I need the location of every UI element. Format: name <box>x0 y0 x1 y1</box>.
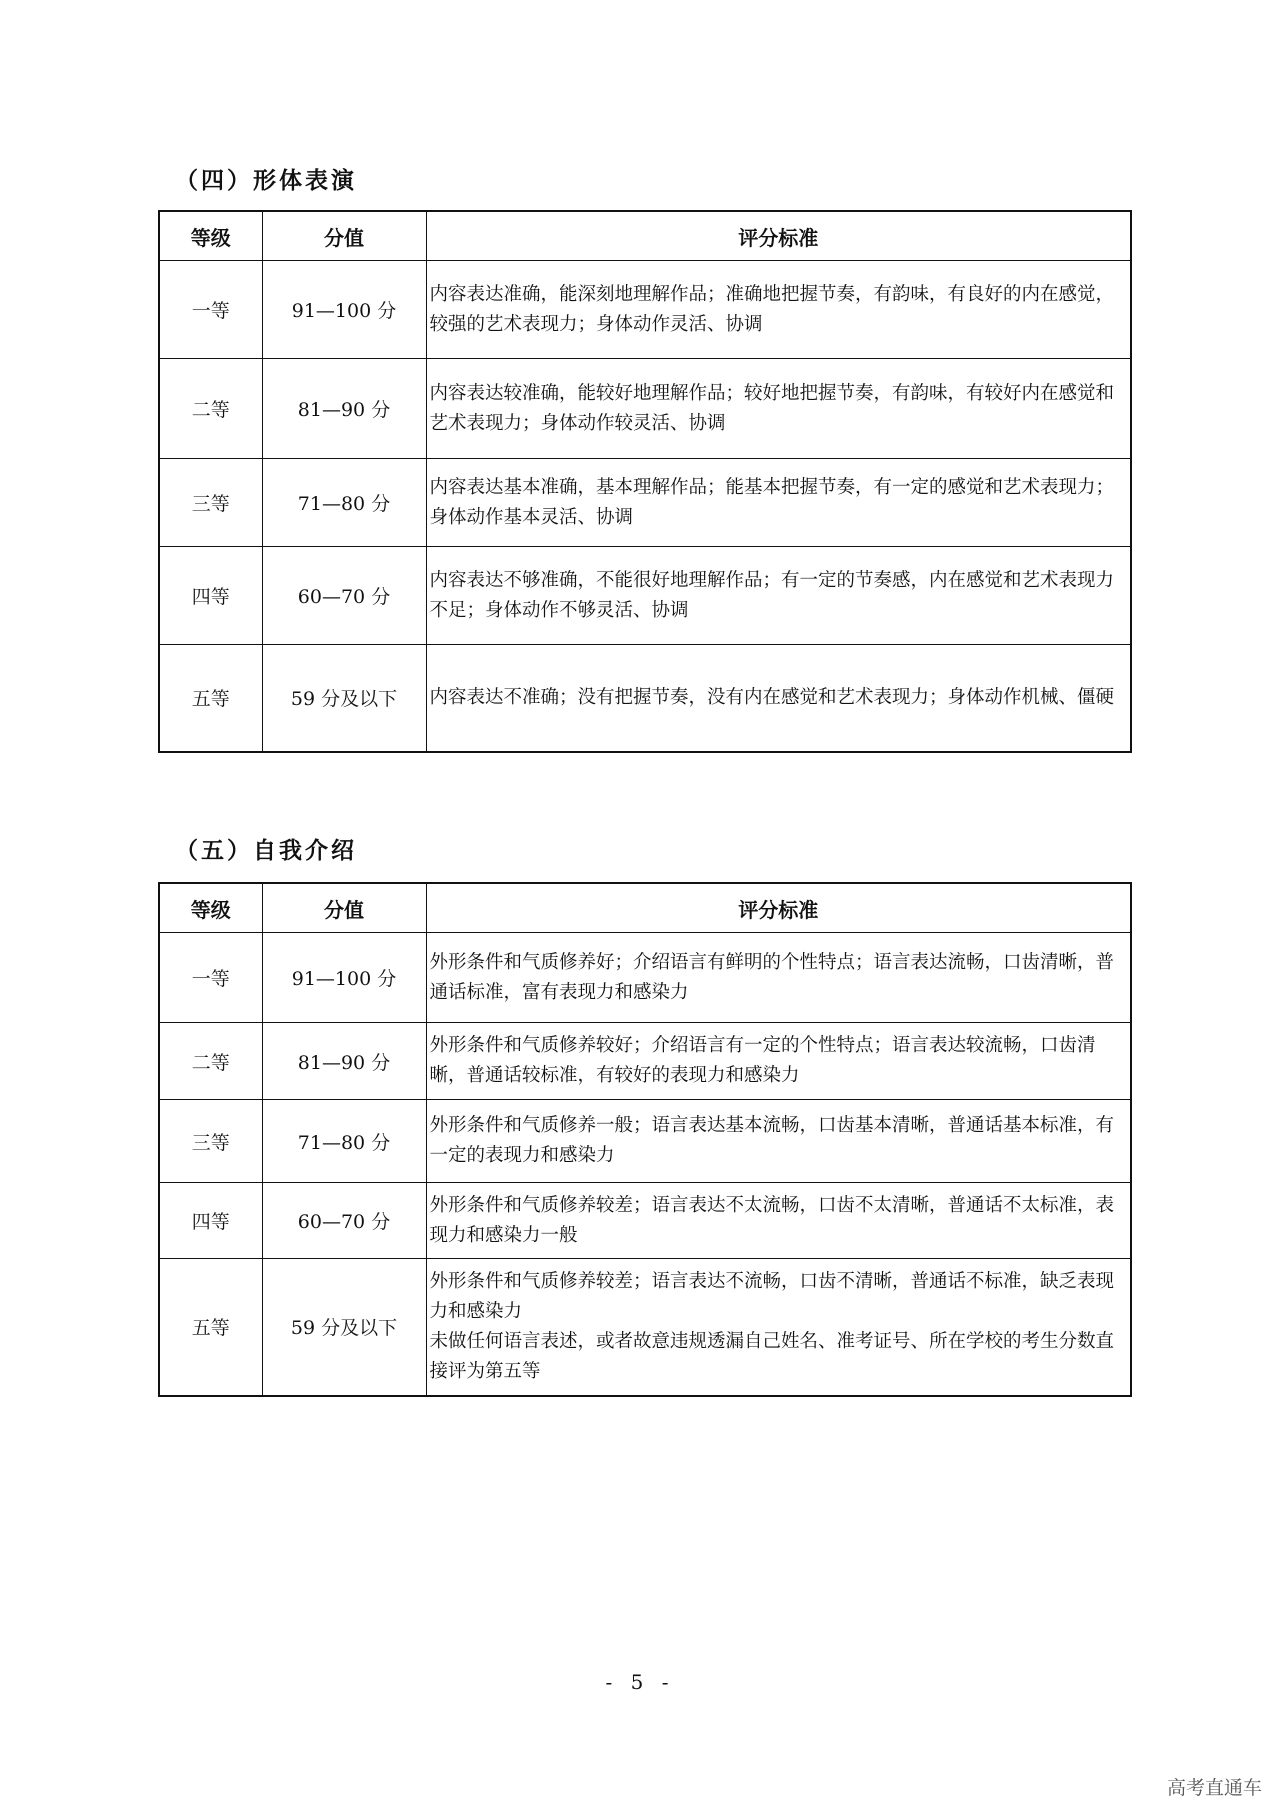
score-cell: 71—80 分 <box>262 459 426 547</box>
grade-cell: 四等 <box>159 1183 262 1259</box>
criteria-note: 未做任何语言表述，或者故意违规透漏自己姓名、准考证号、所在学校的考生分数直接评为第五等 <box>429 1330 1115 1382</box>
table-header-row <box>159 211 1131 261</box>
section-title-self-introduction: （五）自我介绍 <box>175 838 357 864</box>
table-row <box>159 1100 1131 1183</box>
score-cell: 60—70 分 <box>262 1183 426 1259</box>
watermark-text: 高考直通车 <box>1166 1777 1262 1799</box>
header-score: 分值 <box>262 211 426 261</box>
criteria-text: 外形条件和气质修养较差；语言表达不流畅，口齿不清晰，普通话不标准，缺乏表现力和感染力 <box>429 1270 1115 1322</box>
header-criteria: 评分标准 <box>426 211 1131 261</box>
score-cell: 60—70 分 <box>262 547 426 645</box>
grade-cell: 五等 <box>159 645 262 752</box>
page-number: - 5 - <box>605 1670 675 1694</box>
grade-cell: 三等 <box>159 459 262 547</box>
table-row <box>159 1259 1131 1396</box>
grade-cell: 四等 <box>159 547 262 645</box>
criteria-cell: 外形条件和气质修养较好；介绍语言有一定的个性特点；语言表达较流畅，口齿清晰，普通话较标准，有较好的表现力和感染力 <box>426 1023 1131 1100</box>
criteria-cell: 内容表达不够准确，不能很好地理解作品；有一定的节奏感，内在感觉和艺术表现力不足；身体动作不够灵活、协调 <box>426 547 1131 645</box>
score-cell: 81—90 分 <box>262 1023 426 1100</box>
header-criteria: 评分标准 <box>426 883 1131 933</box>
criteria-cell: 外形条件和气质修养一般；语言表达基本流畅，口齿基本清晰，普通话基本标准，有一定的表现力和感染力 <box>426 1100 1131 1183</box>
table-row <box>159 547 1131 645</box>
table-row <box>159 645 1131 752</box>
table-row <box>159 1023 1131 1100</box>
table-row <box>159 933 1131 1023</box>
header-grade: 等级 <box>159 883 262 933</box>
score-cell: 91—100 分 <box>262 261 426 359</box>
score-cell: 59 分及以下 <box>262 645 426 752</box>
self-introduction-rubric-table <box>158 882 1132 1397</box>
criteria-cell <box>426 1259 1131 1396</box>
section-title-body-performance: （四）形体表演 <box>175 168 357 194</box>
header-score: 分值 <box>262 883 426 933</box>
grade-cell: 一等 <box>159 933 262 1023</box>
body-performance-rubric-table <box>158 210 1132 753</box>
grade-cell: 二等 <box>159 1023 262 1100</box>
criteria-cell: 内容表达较准确，能较好地理解作品；较好地把握节奏，有韵味，有较好内在感觉和艺术表现力；身体动作较灵活、协调 <box>426 359 1131 459</box>
header-grade: 等级 <box>159 211 262 261</box>
table-row <box>159 459 1131 547</box>
table-row <box>159 261 1131 359</box>
grade-cell: 二等 <box>159 359 262 459</box>
criteria-cell: 内容表达准确，能深刻地理解作品；准确地把握节奏，有韵味，有良好的内在感觉，较强的艺术表现力；身体动作灵活、协调 <box>426 261 1131 359</box>
table-header-row <box>159 883 1131 933</box>
grade-cell: 五等 <box>159 1259 262 1396</box>
grade-cell: 三等 <box>159 1100 262 1183</box>
score-cell: 81—90 分 <box>262 359 426 459</box>
criteria-cell: 外形条件和气质修养较差；语言表达不太流畅，口齿不太清晰，普通话不太标准，表现力和感染力一般 <box>426 1183 1131 1259</box>
score-cell: 91—100 分 <box>262 933 426 1023</box>
criteria-cell: 内容表达基本准确，基本理解作品；能基本把握节奏，有一定的感觉和艺术表现力；身体动作基本灵活、协调 <box>426 459 1131 547</box>
grade-cell: 一等 <box>159 261 262 359</box>
score-cell: 59 分及以下 <box>262 1259 426 1396</box>
score-cell: 71—80 分 <box>262 1100 426 1183</box>
criteria-cell: 外形条件和气质修养好；介绍语言有鲜明的个性特点；语言表达流畅，口齿清晰，普通话标准，富有表现力和感染力 <box>426 933 1131 1023</box>
table-row <box>159 1183 1131 1259</box>
table-row <box>159 359 1131 459</box>
criteria-cell: 内容表达不准确；没有把握节奏，没有内在感觉和艺术表现力；身体动作机械、僵硬 <box>426 645 1131 752</box>
